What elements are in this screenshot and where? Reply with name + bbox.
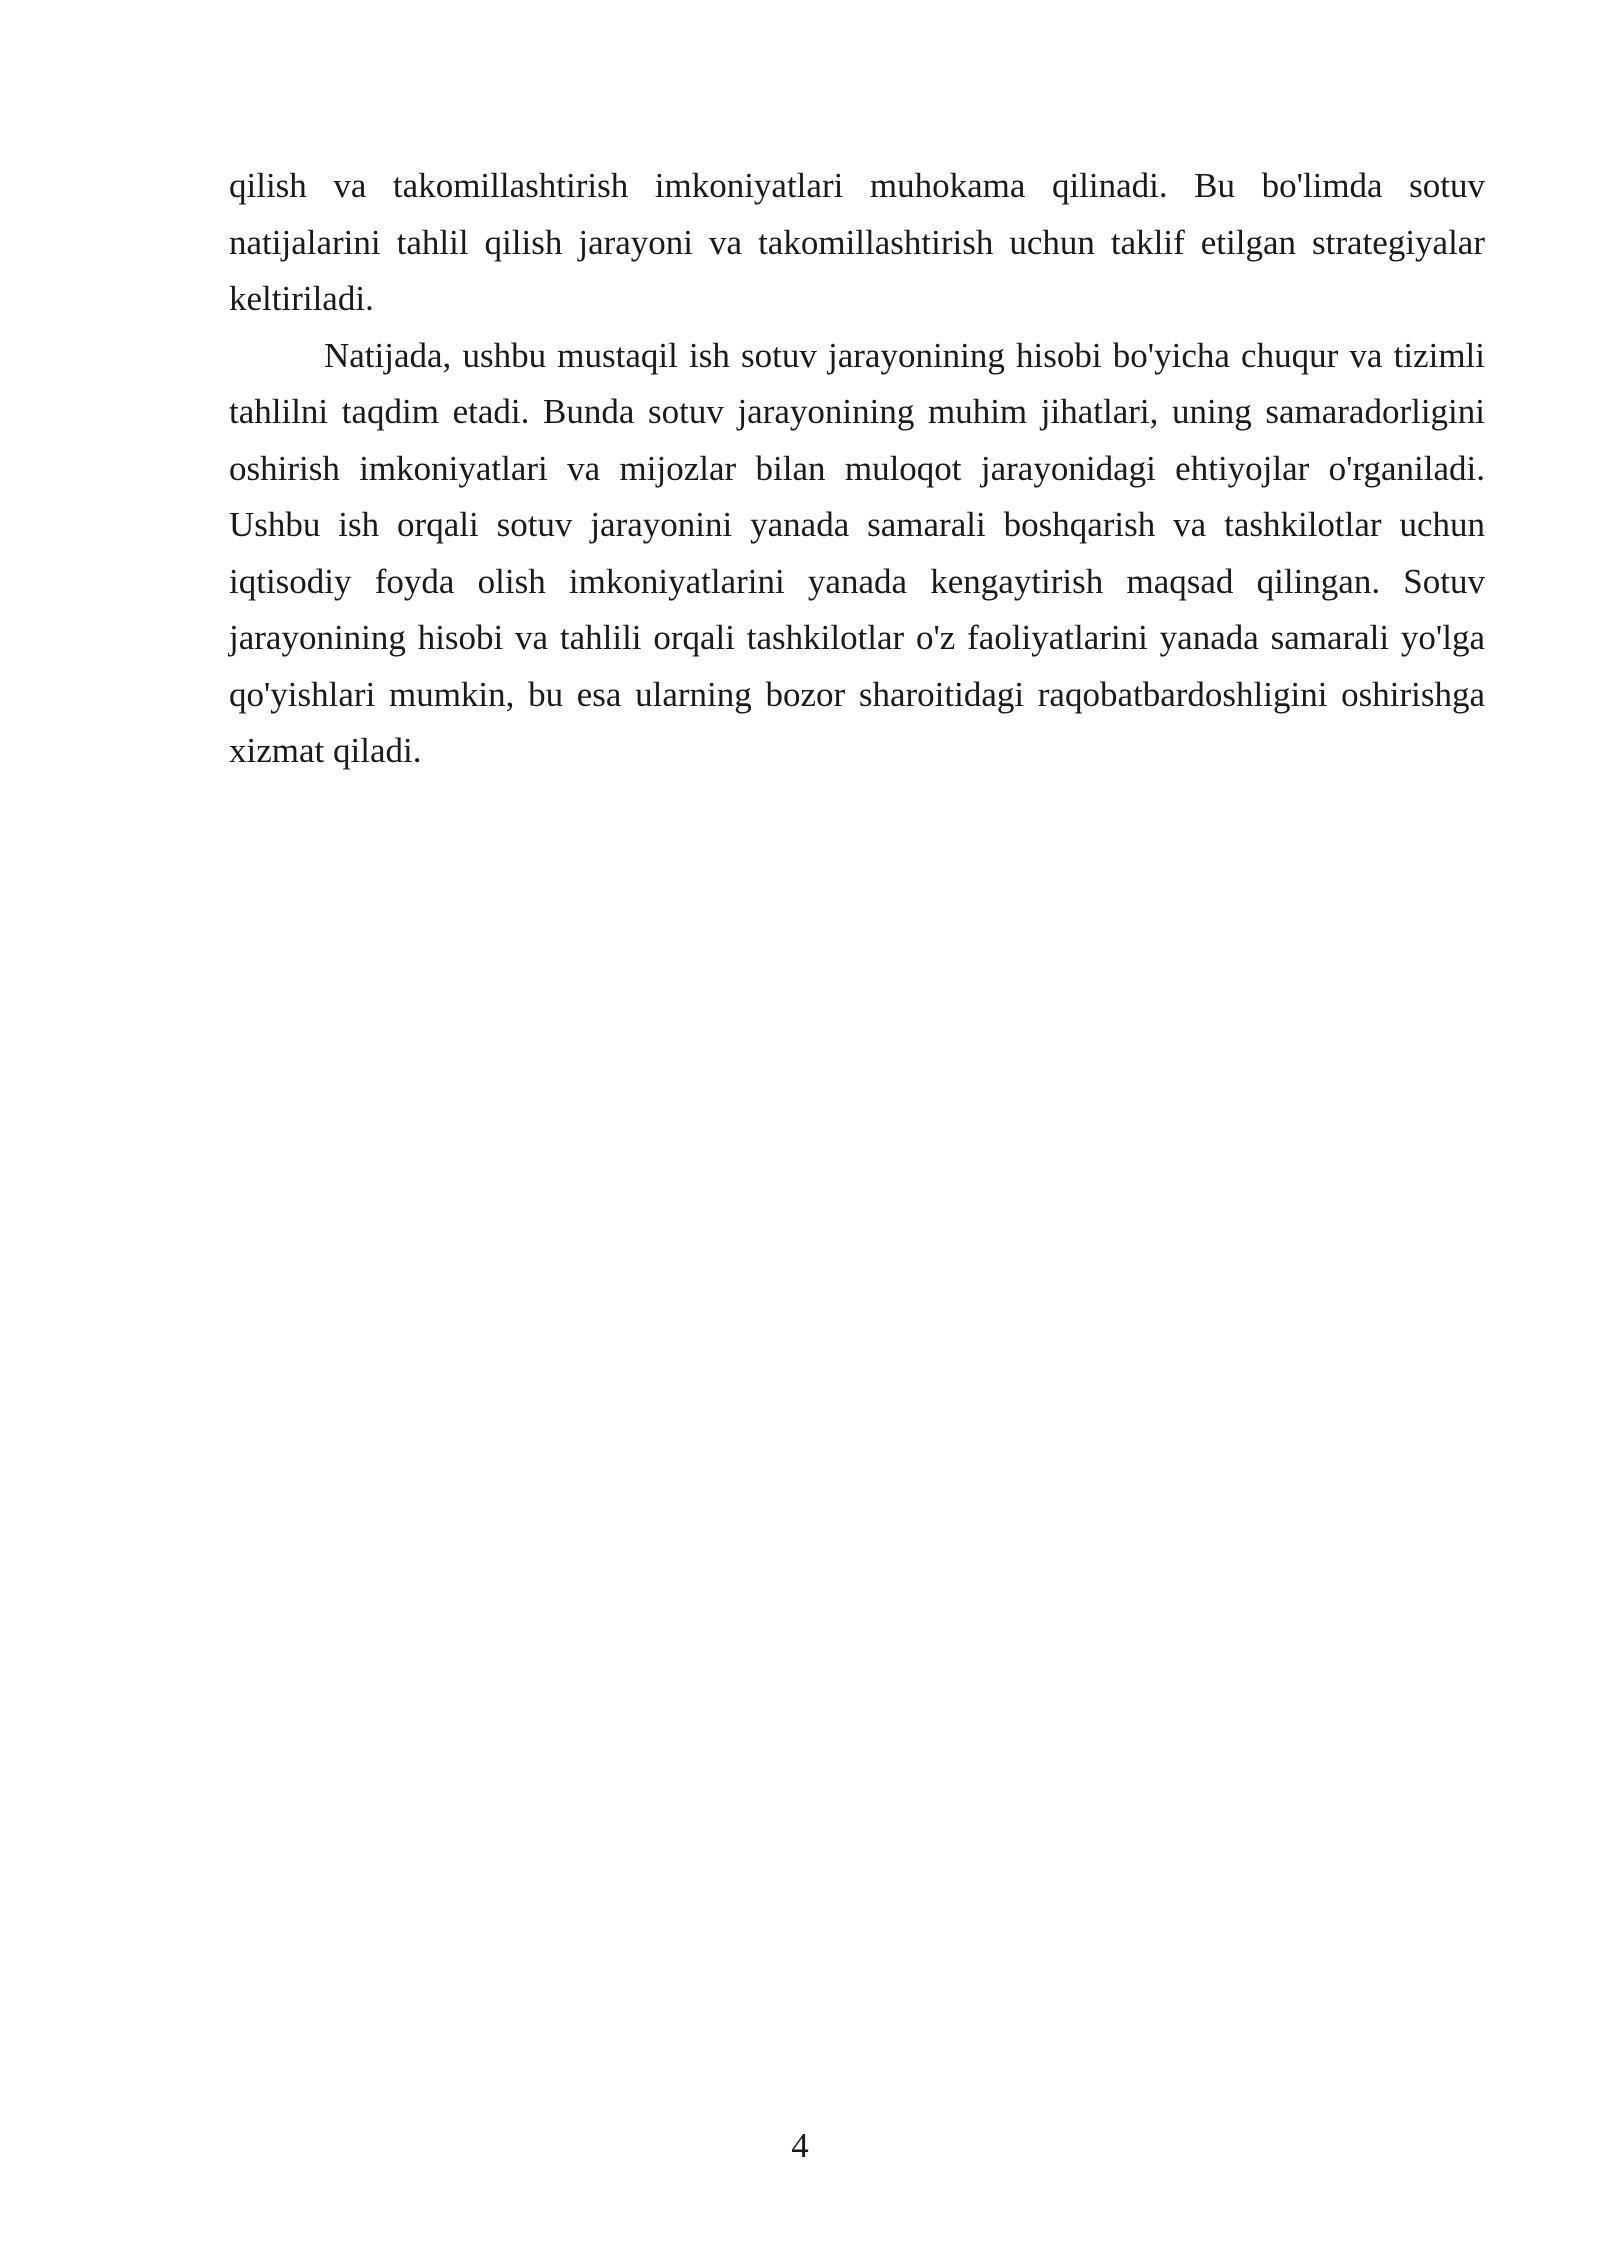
paragraph-conclusion: Natijada, ushbu mustaqil ish sotuv jarayonining hisobi bo'yicha chuqur va tizimli tahlilni taqdim etadi. Bunda sotuv jarayonining muhim jihatlari, uning samaradorligini oshirish imkoniyatlari va mijozlar bilan muloqot jarayonidagi ehtiyojlar o'rganiladi. Ushbu ish orqali sotuv jarayonini yanada samarali boshqarish va tashkilotlar uchun iqtisodiy foyda olish imkoniyatlarini yanada kengaytirish maqsad qilingan. Sotuv jarayonining hisobi va tahlili orqali tashkilotlar o'z faoliyatlarini yanada samarali yo'lga qo'yishlari mumkin, bu esa ularning bozor sharoitidagi raqobatbardoshligini oshirishga xizmat qiladi.: [229, 335, 1485, 770]
paragraph-continued: qilish va takomillashtirish imkoniyatlari muhokama qilinadi. Bu bo'limda sotuv natijalarini tahlil qilish jarayoni va takomillashtirish uchun taklif etilgan strategiyalar keltiriladi.: [229, 166, 1485, 318]
page-number: 4: [791, 2126, 809, 2165]
body-text: [229, 158, 1485, 780]
